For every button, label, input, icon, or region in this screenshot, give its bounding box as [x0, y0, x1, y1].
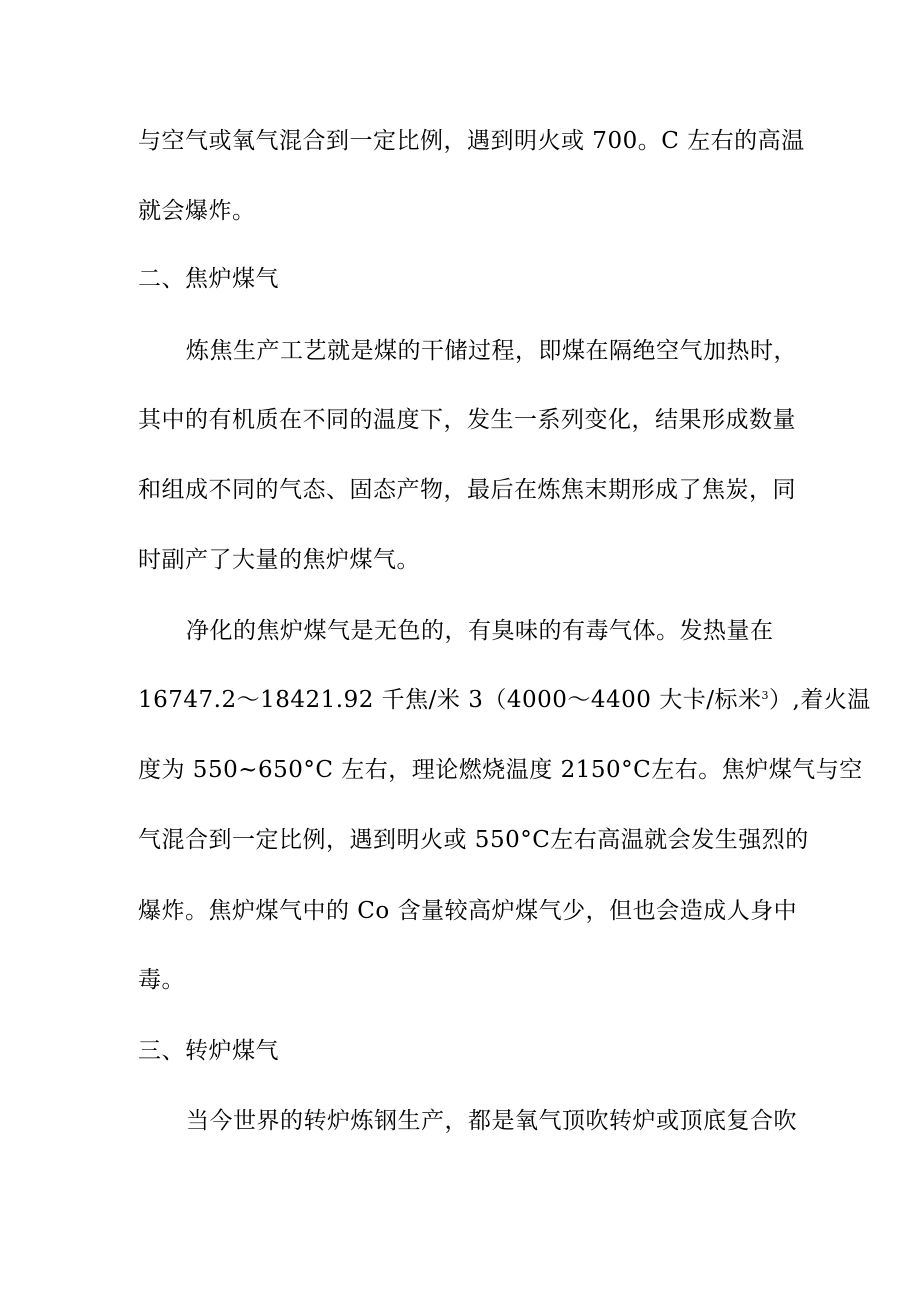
text-line-11: 气混合到一定比例，遇到明火或 550°C左右高温就会发生强烈的	[138, 827, 809, 853]
text-line-4: 炼焦生产工艺就是煤的干储过程，即煤在隔绝空气加热时，	[186, 338, 797, 364]
text-line-1: 与空气或氧气混合到一定比例，遇到明火或 700。C 左右的高温	[138, 128, 805, 154]
text-line-15: 当今世界的转炉炼钢生产，都是氧气顶吹转炉或顶底复合吹	[186, 1108, 797, 1134]
section-heading-converter-gas: 三、转炉煤气	[138, 1038, 279, 1064]
text-line-9-main: 16747.2～18421.92 千焦/米 3（4000～4400 大卡/标米	[138, 687, 762, 713]
text-line-8: 净化的焦炉煤气是无色的，有臭味的有毒气体。发热量在	[186, 618, 774, 644]
section-heading-coke-oven-gas: 二、焦炉煤气	[138, 266, 279, 292]
text-line-13: 毒。	[138, 967, 185, 993]
text-line-7: 时副产了大量的焦炉煤气。	[138, 547, 420, 573]
text-line-6: 和组成不同的气态、固态产物，最后在炼焦末期形成了焦炭，同	[138, 477, 796, 503]
text-line-12: 爆炸。焦炉煤气中的 Co 含量较高炉煤气少，但也会造成人身中	[138, 898, 798, 924]
text-line-10: 度为 550~650°C 左右，理论燃烧温度 2150°C左右。焦炉煤气与空	[138, 757, 863, 783]
text-line-9-tail: ）,着火温	[769, 687, 871, 713]
text-line-2: 就会爆炸。	[138, 198, 256, 224]
text-line-9	[138, 685, 871, 715]
text-line-5: 其中的有机质在不同的温度下，发生一系列变化，结果形成数量	[138, 407, 796, 433]
superscript-three: 3	[761, 689, 769, 702]
